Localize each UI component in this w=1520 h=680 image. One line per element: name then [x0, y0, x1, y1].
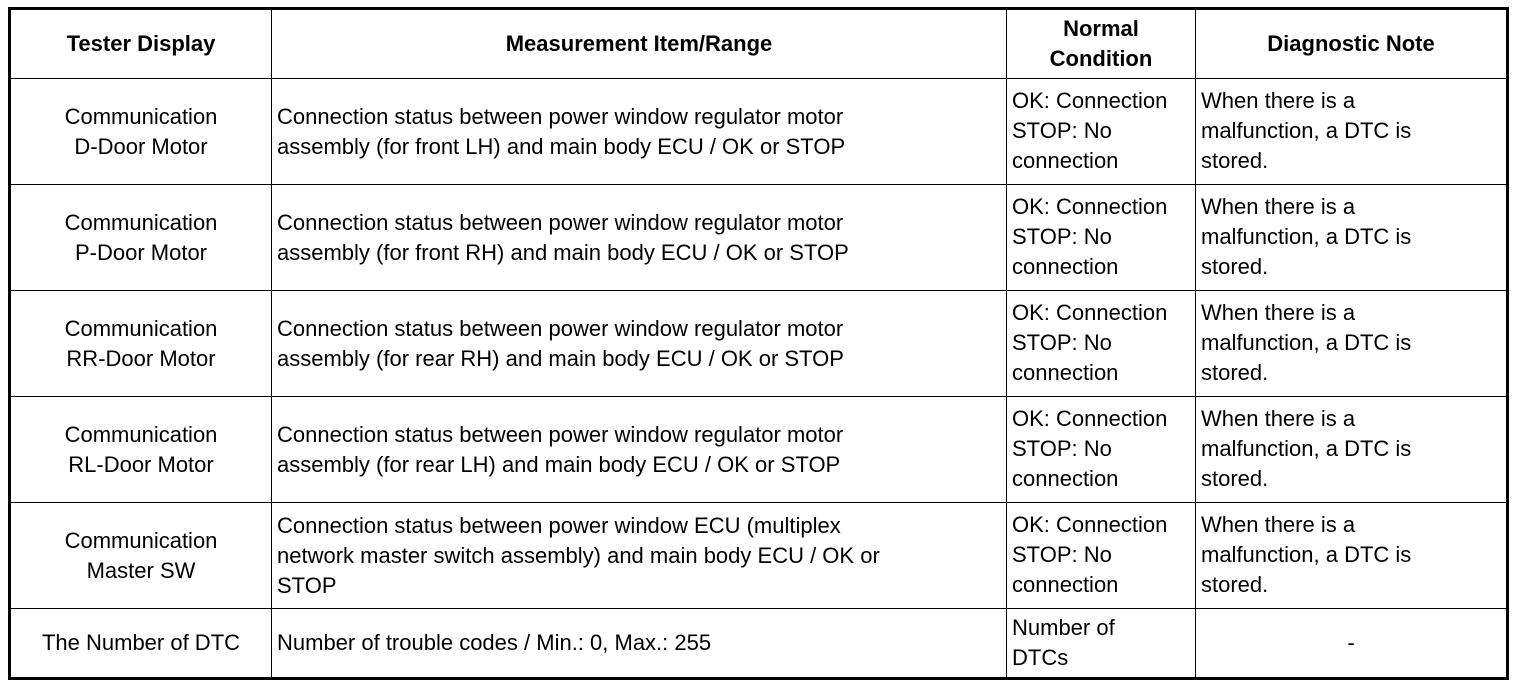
note-line: malfunction, a DTC is — [1201, 330, 1412, 355]
note-line: malfunction, a DTC is — [1201, 118, 1412, 143]
measurement-line: Connection status between power window regulator motor — [277, 421, 844, 447]
tester-line: Master SW — [86, 557, 196, 583]
measurement-cell — [272, 291, 1007, 397]
tester-line: RR-Door Motor — [66, 345, 216, 371]
table-row — [10, 79, 1508, 185]
table-row — [10, 291, 1508, 397]
normal-line: Number of — [1012, 615, 1115, 640]
note-line: stored. — [1201, 360, 1269, 385]
note-line: stored. — [1201, 572, 1269, 597]
table-body — [10, 79, 1508, 679]
tester-line: Communication — [64, 421, 218, 447]
tester-display-cell — [10, 79, 272, 185]
measurement-line: Connection status between power window regulator motor — [277, 103, 844, 129]
measurement-line: network master switch assembly) and main body ECU / OK or — [277, 542, 880, 568]
measurement-cell — [272, 609, 1007, 679]
note-line: When there is a — [1201, 300, 1356, 325]
measurement-line: assembly (for rear LH) and main body ECU / OK or STOP — [277, 451, 841, 477]
normal-line: connection — [1012, 572, 1119, 597]
tester-display-cell — [10, 503, 272, 609]
tester-line: Communication — [64, 315, 218, 341]
normal-line: OK: Connection — [1012, 406, 1168, 431]
normal-line: STOP: No — [1012, 436, 1112, 461]
normal-line: OK: Connection — [1012, 300, 1168, 325]
tester-line: Communication — [64, 103, 218, 129]
note-line: - — [1347, 630, 1355, 655]
normal-line: OK: Connection — [1012, 512, 1168, 537]
header-normal-line2: Condition — [1049, 46, 1153, 71]
header-diagnostic-note: Diagnostic Note — [1196, 9, 1508, 79]
normal-line: connection — [1012, 360, 1119, 385]
table-row — [10, 503, 1508, 609]
measurement-line: assembly (for front RH) and main body ECU / OK or STOP — [277, 239, 849, 265]
note-line: malfunction, a DTC is — [1201, 224, 1412, 249]
tester-line: D-Door Motor — [74, 133, 208, 159]
normal-line: OK: Connection — [1012, 88, 1168, 113]
note-line: malfunction, a DTC is — [1201, 542, 1412, 567]
tester-line: P-Door Motor — [74, 239, 208, 265]
normal-condition-cell — [1007, 503, 1196, 609]
header-tester-display: Tester Display — [10, 9, 272, 79]
measurement-cell — [272, 79, 1007, 185]
diagnostic-note-cell — [1196, 79, 1508, 185]
measurement-line: Connection status between power window regulator motor — [277, 209, 844, 235]
normal-line: connection — [1012, 148, 1119, 173]
normal-line: connection — [1012, 466, 1119, 491]
normal-condition-cell — [1007, 291, 1196, 397]
diagnostic-note-cell — [1196, 609, 1508, 679]
header-normal-line1: Normal — [1063, 16, 1139, 41]
tester-display-cell — [10, 291, 272, 397]
measurement-cell — [272, 185, 1007, 291]
normal-condition-cell — [1007, 79, 1196, 185]
normal-condition-cell — [1007, 609, 1196, 679]
tester-display-cell — [10, 609, 272, 679]
normal-line: OK: Connection — [1012, 194, 1168, 219]
tester-line: RL-Door Motor — [68, 451, 214, 477]
note-line: stored. — [1201, 148, 1269, 173]
diagnostic-note-cell — [1196, 185, 1508, 291]
tester-line: Communication — [64, 527, 218, 553]
measurement-line: assembly (for front LH) and main body ECU / OK or STOP — [277, 133, 846, 159]
table-row — [10, 609, 1508, 679]
measurement-line: STOP — [277, 572, 337, 598]
normal-line: STOP: No — [1012, 330, 1112, 355]
measurement-line: Connection status between power window ECU (multiplex — [277, 512, 841, 538]
measurement-line: assembly (for rear RH) and main body ECU / OK or STOP — [277, 345, 844, 371]
note-line: When there is a — [1201, 88, 1356, 113]
note-line: stored. — [1201, 466, 1269, 491]
data-list-table-container — [8, 7, 1506, 680]
note-line: When there is a — [1201, 512, 1356, 537]
measurement-line: Connection status between power window regulator motor — [277, 315, 844, 341]
measurement-cell — [272, 503, 1007, 609]
tester-display-cell — [10, 185, 272, 291]
tester-display-cell — [10, 397, 272, 503]
data-list-table — [8, 7, 1509, 680]
measurement-cell — [272, 397, 1007, 503]
diagnostic-note-cell — [1196, 397, 1508, 503]
diagnostic-note-cell — [1196, 503, 1508, 609]
measurement-line: Number of trouble codes / Min.: 0, Max.: 255 — [277, 630, 712, 655]
normal-condition-cell — [1007, 397, 1196, 503]
table-header — [10, 9, 1508, 79]
note-line: malfunction, a DTC is — [1201, 436, 1412, 461]
note-line: When there is a — [1201, 194, 1356, 219]
note-line: When there is a — [1201, 406, 1356, 431]
normal-line: connection — [1012, 254, 1119, 279]
note-line: stored. — [1201, 254, 1269, 279]
normal-line: STOP: No — [1012, 118, 1112, 143]
normal-condition-cell — [1007, 185, 1196, 291]
table-row — [10, 397, 1508, 503]
normal-line: STOP: No — [1012, 542, 1112, 567]
header-row — [10, 9, 1508, 79]
header-measurement-item-range: Measurement Item/Range — [272, 9, 1007, 79]
table-row — [10, 185, 1508, 291]
normal-line: DTCs — [1012, 645, 1069, 670]
diagnostic-note-cell — [1196, 291, 1508, 397]
header-normal-condition — [1007, 9, 1196, 79]
tester-line: Communication — [64, 209, 218, 235]
normal-line: STOP: No — [1012, 224, 1112, 249]
tester-line: The Number of DTC — [41, 630, 241, 655]
